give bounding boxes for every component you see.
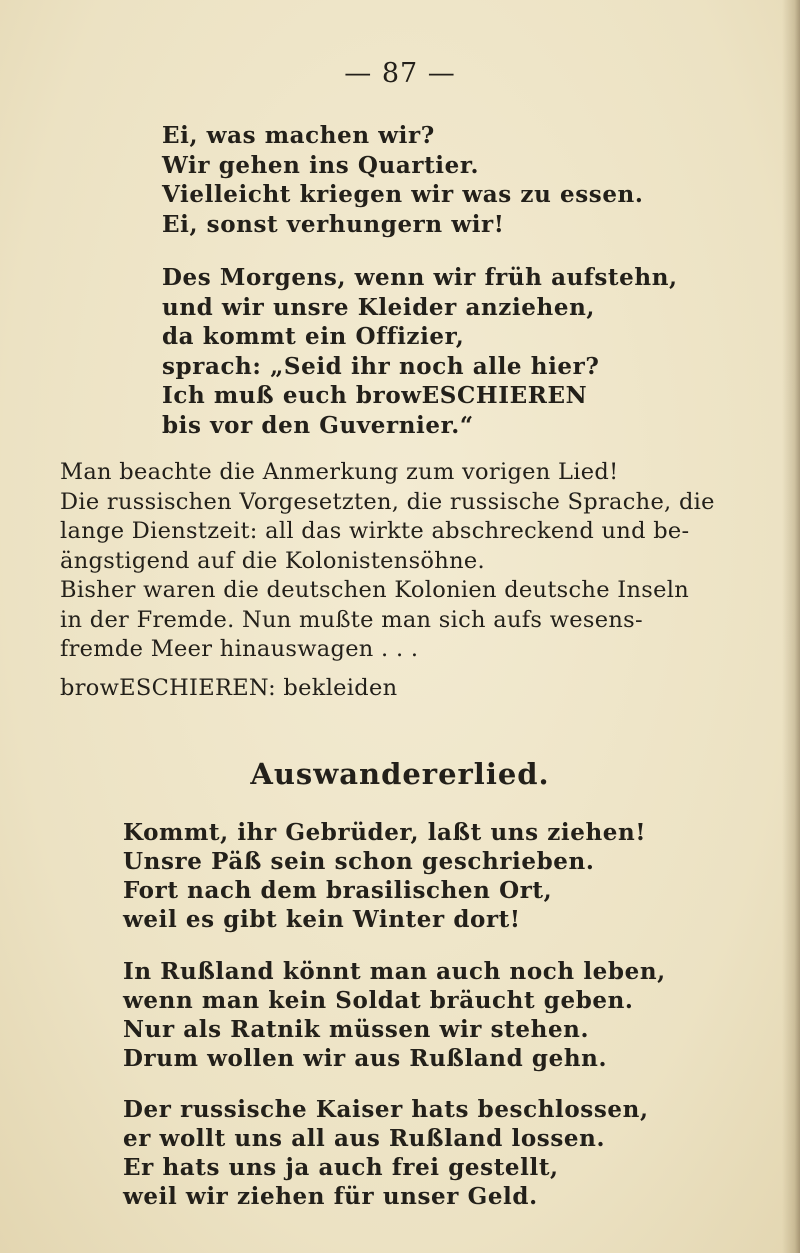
page-edge-shadow [782,0,800,1253]
poem2-stanza-3 [123,1095,649,1211]
note-line: fremde Meer hinauswagen . . . [60,636,419,662]
poem1-stanza-2 [162,263,678,440]
verse-line: Nur als Ratnik müssen wir stehen. [123,1016,590,1043]
verse-line: sprach: „Seid ihr noch alle hier? [162,352,600,380]
note-line: ängstigend auf die Kolonistensöhne. [60,547,485,574]
verse-line: Der russische Kaiser hats beschlossen, [123,1096,649,1123]
verse-line: da kommt ein Offizier, [162,323,465,350]
verse-line: und wir unsre Kleider anziehen, [162,293,596,321]
verse-line: Drum wollen wir aus Rußland gehn. [123,1045,608,1072]
verse-line: Vielleicht kriegen wir was zu essen. [162,181,644,208]
verse-line: Er hats uns ja auch frei gestellt, [123,1154,559,1181]
verse-line: weil wir ziehen für unser Geld. [123,1183,538,1210]
note-line: Die russischen Vorgesetzten, die russische Sprache, die [60,488,715,515]
poem2-stanza-1 [123,818,646,934]
verse-line: weil es gibt kein Winter dort! [123,906,521,933]
note-line: lange Dienstzeit: all das wirkte abschreckend und be- [60,518,690,544]
explanatory-note [60,458,775,665]
verse-line: Kommt, ihr Gebrüder, laßt uns ziehen! [123,819,647,846]
poem-title: Auswandererlied. [250,757,550,791]
verse-line: wenn man kein Soldat bräucht geben. [123,987,634,1014]
verse-line: Unsre Päß sein schon geschrieben. [123,848,595,875]
verse-line: In Rußland könnt man auch noch leben, [123,958,666,985]
note-line: in der Fremde. Nun mußte man sich aufs wesens- [60,606,643,633]
word-gloss: browESCHIEREN: bekleiden [60,675,398,701]
verse-line: Fort nach dem brasilischen Ort, [123,877,553,904]
verse-line: Ich muß euch browESCHIEREN [162,382,588,409]
verse-line: Ei, sonst verhungern wir! [162,210,505,238]
page-number: — 87 — [344,58,456,89]
poem2-stanza-2 [123,957,666,1073]
note-line: Man beachte die Anmerkung zum vorigen Lied! [60,459,619,485]
note-line: Bisher waren die deutschen Kolonien deutsche Inseln [60,577,690,603]
verse-line: er wollt uns all aus Rußland lossen. [123,1125,606,1152]
poem1-stanza-1 [162,121,644,239]
verse-line: bis vor den Guvernier.“ [162,411,474,439]
verse-line: Ei, was machen wir? [162,122,435,149]
verse-line: Wir gehen ins Quartier. [162,151,480,179]
verse-line: Des Morgens, wenn wir früh aufstehn, [162,264,678,291]
